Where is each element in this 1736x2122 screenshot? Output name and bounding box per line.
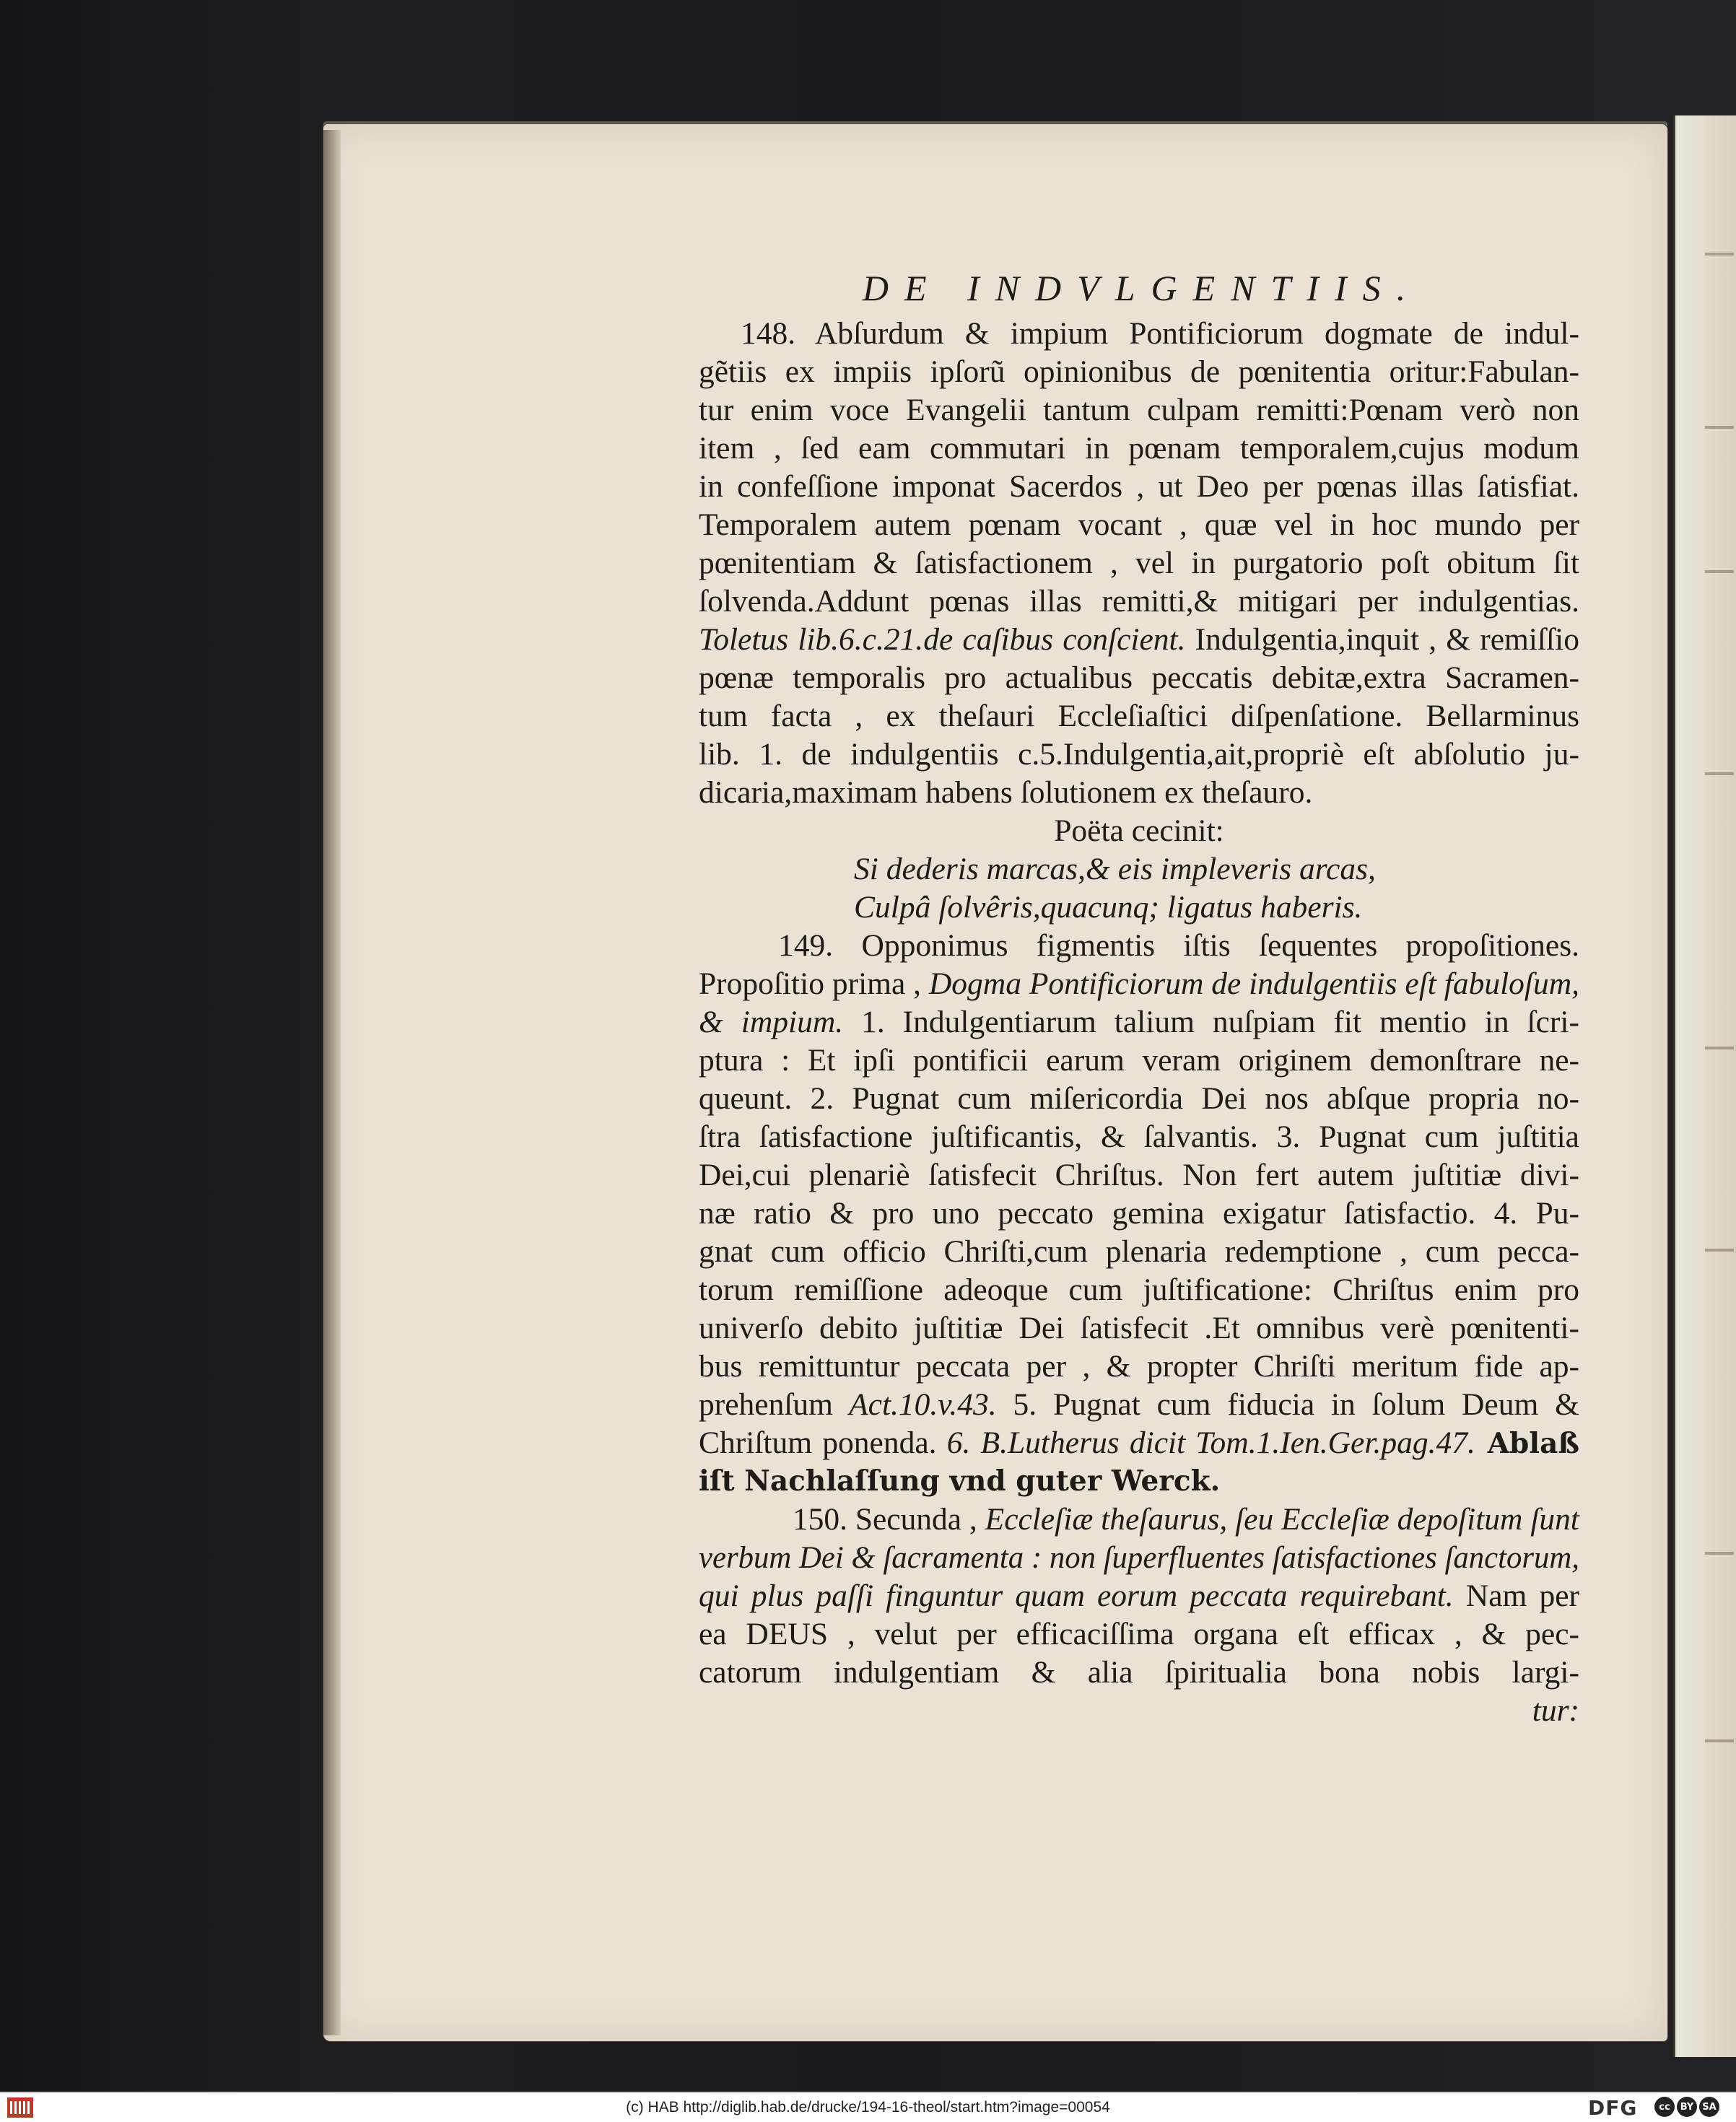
text-run: 148. Abſurdum & impium Pontificiorum dogmate de indul- bbox=[741, 316, 1579, 351]
text-run: item , ſed eam commutari in pœnam temporalem,cujus modum bbox=[699, 431, 1579, 466]
text-line bbox=[699, 1424, 1579, 1462]
text-run: pœnitentiam & ſatisfactionem , vel in purgatorio poſt obitum ſit bbox=[699, 546, 1579, 580]
bleed-mark bbox=[1705, 419, 1734, 437]
text-line bbox=[699, 1003, 1579, 1042]
text-run: Act.10.v.43. bbox=[833, 1387, 997, 1422]
text-line bbox=[699, 429, 1579, 468]
paragraph-149 bbox=[699, 927, 1579, 1501]
text-run: Chriſtum ponenda. bbox=[699, 1425, 937, 1460]
text-run: bus remittuntur peccata per , & propter Chriſti meritum fide ap- bbox=[699, 1349, 1579, 1384]
text-line bbox=[699, 735, 1579, 774]
text-line bbox=[699, 965, 1579, 1003]
text-run: Dei,cui plenariè ſatisfecit Chriſtus. Non fert autem juſtitiæ divi- bbox=[699, 1158, 1579, 1192]
text-run: ptura : Et ipſi pontificii earum veram originem demonſtrare ne- bbox=[699, 1043, 1579, 1078]
text-line bbox=[699, 774, 1579, 812]
viewer-footer bbox=[0, 2092, 1736, 2122]
text-run: Eccleſiæ theſaurus, ſeu Eccleſiæ depoſitum ſunt bbox=[977, 1502, 1579, 1537]
bleed-mark bbox=[1705, 765, 1734, 784]
bleed-mark bbox=[1705, 1732, 1734, 1751]
text-line bbox=[699, 506, 1579, 544]
text-run: ea DEUS , velut per efficaciſſima organa eſt efficax , & pec- bbox=[699, 1617, 1579, 1651]
text-line bbox=[699, 1615, 1579, 1654]
text-run: torum remiſſione adeoque cum juſtificatione: Chriſtus enim pro bbox=[699, 1272, 1579, 1307]
text-line bbox=[699, 1386, 1579, 1424]
text-run: lib. 1. de indulgentiis c.5.Indulgentia,ait,propriè eſt abſolutio ju- bbox=[699, 737, 1579, 772]
text-run: Propoſitio prima , bbox=[699, 966, 922, 1001]
running-header: DE INDVLGENTIIS. bbox=[862, 268, 1422, 308]
paragraph-148 bbox=[699, 315, 1579, 812]
paragraph-150 bbox=[699, 1501, 1579, 1692]
text-line bbox=[699, 1118, 1579, 1156]
by-icon: BY bbox=[1677, 2097, 1697, 2117]
text-run: verbum Dei & ſacramenta : non ſuperfluentes ſatisfactiones ſanctorum, bbox=[699, 1540, 1579, 1575]
bleed-mark bbox=[1705, 563, 1734, 582]
text-line bbox=[699, 1348, 1579, 1386]
text-line bbox=[699, 468, 1579, 506]
text-line bbox=[699, 582, 1579, 621]
cc-license-badge[interactable] bbox=[1654, 2097, 1719, 2117]
text-run: 6. B.Lutherus dicit Tom.1.Ien.Ger.pag.47. bbox=[936, 1425, 1475, 1460]
text-line bbox=[699, 1233, 1579, 1271]
text-line bbox=[699, 1654, 1579, 1692]
text-run: Temporalem autem pœnam vocant , quæ vel in hoc mundo per bbox=[699, 507, 1579, 542]
verse-line: Culpâ ſolvêris,quacunq; ligatus haberis. bbox=[854, 890, 1363, 925]
text-run: pœnæ temporalis pro actualibus peccatis debitæ,extra Sacramen- bbox=[699, 660, 1579, 695]
text-line bbox=[699, 544, 1579, 582]
text-run: 150. Secunda , bbox=[792, 1502, 977, 1537]
text-run: queunt. 2. Pugnat cum miſericordia Dei nos abſque propria no- bbox=[699, 1081, 1579, 1116]
facing-page-edge bbox=[1673, 115, 1736, 2057]
text-run: tur enim voce Evangelii tantum culpam remitti:Pœnam verò non bbox=[699, 393, 1579, 427]
text-run: & impium. bbox=[699, 1005, 844, 1039]
text-line bbox=[699, 659, 1579, 697]
bleed-mark bbox=[1705, 1241, 1734, 1260]
text-run: Indulgentia,inquit , & remiſſio bbox=[1185, 622, 1579, 657]
text-line bbox=[699, 1080, 1579, 1118]
text-run: catorum indulgentiam & alia ſpiritualia bona nobis largi- bbox=[699, 1655, 1579, 1690]
text-line bbox=[699, 391, 1579, 429]
verse-line: Si dederis marcas,& eis impleveris arcas, bbox=[854, 852, 1376, 886]
poet-intro: Poëta cecinit: bbox=[1054, 813, 1224, 848]
text-line bbox=[699, 621, 1579, 659]
text-run: ſtra ſatisfactione juſtificantis, & ſalvantis. 3. Pugnat cum juſtitia bbox=[699, 1119, 1579, 1154]
text-line bbox=[699, 315, 1579, 353]
text-run: Nam per bbox=[1453, 1579, 1579, 1613]
text-run: qui plus paſſi finguntur quam eorum peccata requirebant. bbox=[699, 1579, 1454, 1613]
text-run: Toletus lib.6.c.21.de caſibus conſcient. bbox=[699, 622, 1186, 657]
text-run: gẽtiis ex impiis ipſorũ opinionibus de pœnitentia oritur:Fabulan- bbox=[699, 354, 1579, 389]
text-line bbox=[699, 1156, 1579, 1195]
page-text bbox=[699, 267, 1579, 1730]
cc-icon: cc bbox=[1654, 2097, 1675, 2117]
dfg-logo: DFG bbox=[1588, 2096, 1638, 2120]
bleed-mark bbox=[1705, 1039, 1734, 1058]
text-run: 5. Pugnat cum fiducia in ſolum Deum & bbox=[996, 1387, 1579, 1422]
catchword: tur: bbox=[1532, 1693, 1579, 1728]
text-line bbox=[699, 1271, 1579, 1309]
text-run: næ ratio & pro uno peccato gemina exigatur ſatisfactio. 4. Pu- bbox=[699, 1196, 1579, 1231]
text-line bbox=[699, 1195, 1579, 1233]
text-run: gnat cum officio Chriſti,cum plenaria redemptione , cum pecca- bbox=[699, 1234, 1579, 1269]
text-run: 1. Indulgentiarum talium nuſpiam fit mentio in ſcri- bbox=[843, 1005, 1579, 1039]
bleed-mark bbox=[1705, 245, 1734, 264]
page-left-edge bbox=[323, 130, 341, 2035]
text-run: 149. Opponimus figmentis iſtis ſequentes propoſitiones. bbox=[778, 928, 1579, 963]
text-line bbox=[699, 353, 1579, 391]
text-run: Dogma Pontificiorum de indulgentiis eſt fabuloſum, bbox=[921, 966, 1579, 1001]
text-run: ſolvenda.Addunt pœnas illas remitti,& mitigari per indulgentias. bbox=[699, 584, 1579, 619]
text-run: dicaria,maximam habens ſolutionem ex theſauro. bbox=[699, 775, 1313, 810]
text-run: prehenſum bbox=[699, 1387, 834, 1422]
text-run: tum facta , ex theſauri Eccleſiaſtici diſpenſatione. Bellarminus bbox=[699, 699, 1579, 733]
sa-icon: SA bbox=[1699, 2097, 1719, 2117]
copyright-url[interactable]: (c) HAB http://diglib.hab.de/drucke/194-16-theol/start.htm?image=00054 bbox=[626, 2099, 1110, 2116]
text-line bbox=[699, 1501, 1579, 1539]
text-line bbox=[699, 1577, 1579, 1615]
text-line bbox=[699, 1462, 1579, 1501]
text-run: univerſo debito juſtitiæ Dei ſatisfecit .Et omnibus verè pœnitenti- bbox=[699, 1311, 1579, 1345]
bleed-mark bbox=[1705, 1545, 1734, 1563]
text-line bbox=[699, 697, 1579, 735]
text-run: iſt Nachlaſſung vnd guter Werck. bbox=[699, 1464, 1221, 1498]
text-line bbox=[699, 1539, 1579, 1577]
text-run: in confeſſione imponat Sacerdos , ut Deo per pœnas illas ſatisfiat. bbox=[699, 469, 1579, 504]
text-line bbox=[699, 1309, 1579, 1348]
text-line bbox=[699, 1042, 1579, 1080]
text-run: Ablaß bbox=[1475, 1427, 1579, 1460]
text-line bbox=[699, 927, 1579, 965]
